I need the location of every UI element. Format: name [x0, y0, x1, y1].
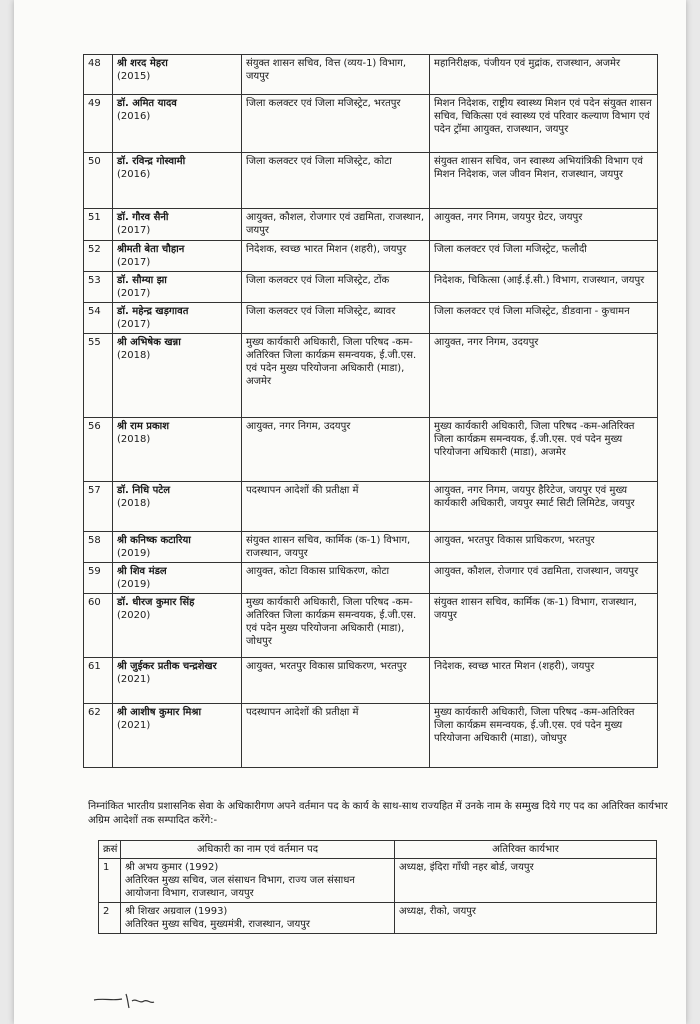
- table-row: [84, 334, 658, 418]
- new-post: महानिरीक्षक, पंजीयन एवं मुद्रांक, राजस्थान, अजमेर: [430, 55, 658, 95]
- officer-cell: [113, 418, 242, 482]
- header-officer: अधिकारी का नाम एवं वर्तमान पद: [121, 841, 395, 859]
- officer-batch: (2016): [117, 111, 151, 122]
- officer-batch: (2020): [117, 610, 151, 621]
- new-post: संयुक्त शासन सचिव, जन स्वास्थ्य अभियांत्रिकी विभाग एवं मिशन निदेशक, जल जीवन मिशन, राजस्थान, जयपुर: [430, 153, 658, 209]
- officer-batch: (2021): [117, 674, 151, 685]
- officer-name: श्री शरद मेहरा: [117, 58, 168, 69]
- charge-serial: 2: [99, 903, 121, 934]
- officer-batch: (2018): [117, 350, 151, 361]
- officer-name: श्री आशीष कुमार मिश्रा: [117, 707, 202, 718]
- officer-cell: [113, 55, 242, 95]
- table-row: [84, 95, 658, 153]
- officer-cell: [113, 658, 242, 704]
- officer-cell: [113, 482, 242, 532]
- table-row: [84, 658, 658, 704]
- new-post: निदेशक, चिकित्सा (आई.ई.सी.) विभाग, राजस्थान, जयपुर: [430, 272, 658, 303]
- header-charge: अतिरिक्त कार्यभार: [395, 841, 657, 859]
- charge-officer-name: श्री अभय कुमार (1992): [125, 862, 219, 873]
- officer-name: श्री कनिष्क कटारिया: [117, 535, 191, 546]
- document-page: [14, 0, 686, 1024]
- additional-charge: अध्यक्ष, रीको, जयपुर: [395, 903, 657, 934]
- new-post: आयुक्त, नगर निगम, जयपुर हैरिटेज, जयपुर एवं मुख्य कार्यकारी अधिकारी, जयपुर स्मार्ट सिटी लिमिटेड, जयपुर: [430, 482, 658, 532]
- charge-serial: 1: [99, 859, 121, 903]
- transfer-table: [83, 54, 658, 768]
- serial-number: 62: [84, 704, 113, 768]
- charge-officer-post: अतिरिक्त मुख्य सचिव, मुख्यमंत्री, राजस्थान, जयपुर: [125, 919, 311, 930]
- table-row: [84, 563, 658, 594]
- officer-name: श्री राम प्रकाश: [117, 421, 170, 432]
- current-post: मुख्य कार्यकारी अधिकारी, जिला परिषद -कम-अतिरिक्त जिला कार्यक्रम समन्वयक, ई.जी.एस. एवं पदेन मुख्य परियोजना अधिकारी (माडा), जोधपुर: [242, 594, 430, 658]
- current-post: आयुक्त, कोटा विकास प्राधिकरण, कोटा: [242, 563, 430, 594]
- officer-name: श्री शिव मंडल: [117, 566, 167, 577]
- serial-number: 56: [84, 418, 113, 482]
- serial-number: 59: [84, 563, 113, 594]
- new-post: निदेशक, स्वच्छ भारत मिशन (शहरी), जयपुर: [430, 658, 658, 704]
- officer-cell: [113, 272, 242, 303]
- officer-batch: (2018): [117, 498, 151, 509]
- current-post: जिला कलक्टर एवं जिला मजिस्ट्रेट, कोटा: [242, 153, 430, 209]
- officer-batch: (2017): [117, 225, 151, 236]
- officer-batch: (2016): [117, 169, 151, 180]
- current-post: मुख्य कार्यकारी अधिकारी, जिला परिषद -कम-अतिरिक्त जिला कार्यक्रम समन्वयक, ई.जी.एस. एवं पदेन मुख्य परियोजना अधिकारी (माडा), अजमेर: [242, 334, 430, 418]
- table-row: [84, 303, 658, 334]
- additional-charge-paragraph: निम्नांकित भारतीय प्रशासनिक सेवा के अधिकारीगण अपने वर्तमान पद के कार्य के साथ-साथ राज्यहित में उनके नाम के सम्मुख दिये गए पद का अतिरिक्त कार्यभार अग्रिम आदेशों तक सम्पादित करेंगे:-: [88, 801, 668, 826]
- officer-name: श्री जुईकर प्रतीक चन्द्रशेखर: [117, 661, 217, 672]
- officer-name: श्री अभिषेक खन्ना: [117, 337, 181, 348]
- table-row: [84, 418, 658, 482]
- additional-charge-table: [98, 840, 657, 934]
- current-post: जिला कलक्टर एवं जिला मजिस्ट्रेट, टोंक: [242, 272, 430, 303]
- new-post: संयुक्त शासन सचिव, कार्मिक (क-1) विभाग, राजस्थान, जयपुर: [430, 594, 658, 658]
- table-row: [84, 704, 658, 768]
- serial-number: 54: [84, 303, 113, 334]
- signature-mark: [92, 992, 202, 1012]
- current-post: पदस्थापन आदेशों की प्रतीक्षा में: [242, 482, 430, 532]
- officer-batch: (2019): [117, 548, 151, 559]
- officer-cell: [113, 95, 242, 153]
- new-post: मिशन निदेशक, राष्ट्रीय स्वास्थ्य मिशन एवं पदेन संयुक्त शासन सचिव, चिकित्सा एवं स्वास्थ्य एवं परिवार कल्याण विभाग एवं पदेन ट्रॉमा आयुक्त, राजस्थान, जयपुर: [430, 95, 658, 153]
- officer-name: डॉ. धीरज कुमार सिंह: [117, 597, 195, 608]
- officer-cell: [113, 594, 242, 658]
- table-row: [84, 272, 658, 303]
- officer-name: डॉ. रविन्द्र गोस्वामी: [117, 156, 186, 167]
- officer-batch: (2019): [117, 579, 151, 590]
- current-post: संयुक्त शासन सचिव, कार्मिक (क-1) विभाग, राजस्थान, जयपुर: [242, 532, 430, 563]
- current-post: संयुक्त शासन सचिव, वित्त (व्यय-1) विभाग, जयपुर: [242, 55, 430, 95]
- serial-number: 60: [84, 594, 113, 658]
- current-post: आयुक्त, भरतपुर विकास प्राधिकरण, भरतपुर: [242, 658, 430, 704]
- officer-batch: (2017): [117, 288, 151, 299]
- table-row: [84, 532, 658, 563]
- new-post: मुख्य कार्यकारी अधिकारी, जिला परिषद -कम-अतिरिक्त जिला कार्यक्रम समन्वयक, ई.जी.एस. एवं पदेन मुख्य परियोजना अधिकारी (माडा), जोधपुर: [430, 704, 658, 768]
- table-row: [84, 241, 658, 272]
- current-post: निदेशक, स्वच्छ भारत मिशन (शहरी), जयपुर: [242, 241, 430, 272]
- charge-table-body: [99, 859, 657, 934]
- serial-number: 49: [84, 95, 113, 153]
- new-post: आयुक्त, नगर निगम, उदयपुर: [430, 334, 658, 418]
- serial-number: 48: [84, 55, 113, 95]
- officer-batch: (2017): [117, 257, 151, 268]
- serial-number: 50: [84, 153, 113, 209]
- new-post: आयुक्त, नगर निगम, जयपुर ग्रेटर, जयपुर: [430, 209, 658, 241]
- officer-batch: (2021): [117, 720, 151, 731]
- new-post: आयुक्त, भरतपुर विकास प्राधिकरण, भरतपुर: [430, 532, 658, 563]
- serial-number: 51: [84, 209, 113, 241]
- officer-name: डॉ. महेन्द्र खड़गावत: [117, 306, 189, 317]
- charge-table-row: [99, 903, 657, 934]
- transfer-table-body: [84, 55, 658, 768]
- serial-number: 58: [84, 532, 113, 563]
- serial-number: 53: [84, 272, 113, 303]
- table-row: [84, 209, 658, 241]
- officer-cell: [113, 704, 242, 768]
- current-post: आयुक्त, नगर निगम, उदयपुर: [242, 418, 430, 482]
- officer-name: डॉ. गौरव सैनी: [117, 212, 169, 223]
- table-row: [84, 482, 658, 532]
- officer-batch: (2015): [117, 71, 151, 82]
- officer-name: डॉ. सौम्या झा: [117, 275, 167, 286]
- header-serial: क्रसं: [99, 841, 121, 859]
- officer-cell: [113, 334, 242, 418]
- officer-cell: [113, 532, 242, 563]
- additional-charge: अध्यक्ष, इंदिरा गाँधी नहर बोर्ड, जयपुर: [395, 859, 657, 903]
- charge-officer-cell: [121, 859, 395, 903]
- charge-officer-cell: [121, 903, 395, 934]
- new-post: आयुक्त, कौशल, रोजगार एवं उद्यमिता, राजस्थान, जयपुर: [430, 563, 658, 594]
- current-post: पदस्थापन आदेशों की प्रतीक्षा में: [242, 704, 430, 768]
- officer-cell: [113, 563, 242, 594]
- officer-name: डॉ. अमित यादव: [117, 98, 177, 109]
- current-post: आयुक्त, कौशल, रोजगार एवं उद्यमिता, राजस्थान, जयपुर: [242, 209, 430, 241]
- new-post: जिला कलक्टर एवं जिला मजिस्ट्रेट, फलौदी: [430, 241, 658, 272]
- table-row: [84, 153, 658, 209]
- new-post: जिला कलक्टर एवं जिला मजिस्ट्रेट, डीडवाना - कुचामन: [430, 303, 658, 334]
- officer-cell: [113, 153, 242, 209]
- serial-number: 55: [84, 334, 113, 418]
- officer-batch: (2018): [117, 434, 151, 445]
- officer-batch: (2017): [117, 319, 151, 330]
- current-post: जिला कलक्टर एवं जिला मजिस्ट्रेट, ब्यावर: [242, 303, 430, 334]
- charge-table-row: [99, 859, 657, 903]
- current-post: जिला कलक्टर एवं जिला मजिस्ट्रेट, भरतपुर: [242, 95, 430, 153]
- new-post: मुख्य कार्यकारी अधिकारी, जिला परिषद -कम-अतिरिक्त जिला कार्यक्रम समन्वयक, ई.जी.एस. एवं पदेन मुख्य परियोजना अधिकारी (माडा), अजमेर: [430, 418, 658, 482]
- officer-name: श्रीमती बेता चौहान: [117, 244, 185, 255]
- table-row: [84, 55, 658, 95]
- charge-officer-post: अतिरिक्त मुख्य सचिव, जल संसाधन विभाग, राज्य जल संसाधन आयोजना विभाग, राजस्थान, जयपुर: [125, 875, 355, 899]
- officer-cell: [113, 209, 242, 241]
- charge-table-header-row: [99, 841, 657, 859]
- officer-cell: [113, 241, 242, 272]
- serial-number: 61: [84, 658, 113, 704]
- officer-cell: [113, 303, 242, 334]
- table-row: [84, 594, 658, 658]
- serial-number: 57: [84, 482, 113, 532]
- officer-name: डॉ. निधि पटेल: [117, 485, 171, 496]
- charge-officer-name: श्री शिखर अग्रवाल (1993): [125, 906, 228, 917]
- serial-number: 52: [84, 241, 113, 272]
